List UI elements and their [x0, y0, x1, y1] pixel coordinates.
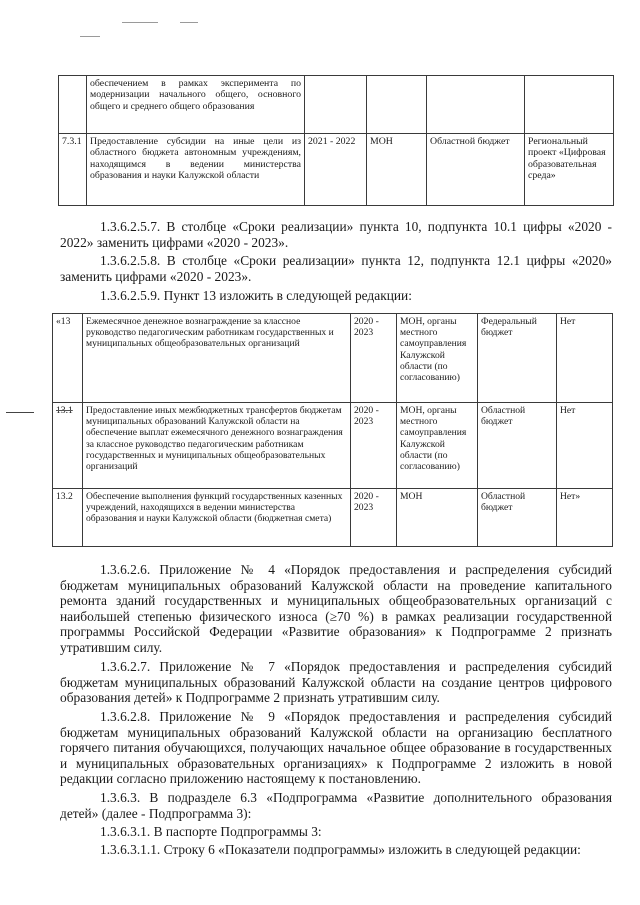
paragraph: 1.3.6.3.1. В паспорте Подпрограммы 3:	[100, 824, 322, 839]
cell-project: Нет	[557, 403, 613, 489]
scan-mark	[80, 36, 100, 37]
table-row	[59, 76, 614, 134]
cell-period: 2020 - 2023	[351, 314, 397, 403]
cell-executor: МОН	[367, 134, 427, 206]
table-row	[53, 314, 613, 403]
cell-period: 2021 - 2022	[305, 134, 367, 206]
table-top	[58, 75, 614, 206]
cell-source: Областной бюджет	[478, 489, 557, 547]
cell-text: Ежемесячное денежное вознаграждение за классное руководство педагогическим работникам государственных и муниципальных общеобразовательных организаций	[83, 314, 351, 403]
cell-period	[305, 76, 367, 134]
cell-num: 13.1	[53, 403, 83, 489]
scan-mark	[180, 22, 198, 23]
table-mid	[52, 313, 613, 547]
cell-num: «13	[53, 314, 83, 403]
paragraph: 1.3.6.2.7. Приложение № 7 «Порядок предоставления и распределения субсидий бюджетам муниципальных образований Калужской области на создание центров цифрового образования детей» к Подпрограмме 2 признать утратившим силу.	[60, 659, 612, 706]
cell-project: Региональный проект «Цифровая образовательная среда»	[525, 134, 614, 206]
cell-source	[427, 76, 525, 134]
paragraph: 1.3.6.2.6. Приложение № 4 «Порядок предоставления и распределения субсидий бюджетам муниципальных образований Калужской области на проведение капитального ремонта зданий государственных и муниципальных общеобразовательных организаций с наибольшей степенью физического износа (≥70 %) в рамках реализации государственной программы Российской Федерации «Развитие образования» к Подпрограмме 2 признать утратившим силу.	[60, 562, 612, 655]
paragraph: 1.3.6.2.8. Приложение № 9 «Порядок предоставления и распределения субсидий бюджетам муниципальных образований Калужской области на организацию бесплатного горячего питания обучающихся, получающих начальное общее образование в государственных и муниципальных образовательных организациях» к Подпрограмме 2 изложить в новой редакции согласно приложению настоящему к постановлению.	[60, 709, 612, 787]
cell-executor	[367, 76, 427, 134]
table-row	[53, 489, 613, 547]
cell-text: Обеспечение выполнения функций государственных казенных учреждений, находящихся в ведении министерства образования и науки Калужской области (бюджетная смета)	[83, 489, 351, 547]
cell-executor: МОН	[397, 489, 478, 547]
cell-source: Областной бюджет	[478, 403, 557, 489]
margin-mark	[6, 412, 34, 413]
paragraph: 1.3.6.2.5.8. В столбце «Сроки реализации» пункта 12, подпункта 12.1 цифры «2020» заменить цифрами «2020 - 2023».	[60, 253, 612, 284]
cell-executor: МОН, органы местного самоуправления Калужской области (по согласованию)	[397, 403, 478, 489]
cell-project: Нет»	[557, 489, 613, 547]
paragraph: 1.3.6.2.5.7. В столбце «Сроки реализации» пункта 10, подпункта 10.1 цифры «2020 - 2022» заменить цифрами «2020 - 2023».	[60, 219, 612, 250]
cell-num: 7.3.1	[59, 134, 87, 206]
cell-executor: МОН, органы местного самоуправления Калужской области (по согласованию)	[397, 314, 478, 403]
cell-num	[59, 76, 87, 134]
cell-period: 2020 - 2023	[351, 403, 397, 489]
paragraph: 1.3.6.3.1.1. Строку 6 «Показатели подпрограммы» изложить в следующей редакции:	[100, 842, 581, 857]
table-row	[59, 134, 614, 206]
cell-source: Областной бюджет	[427, 134, 525, 206]
cell-text: Предоставление иных межбюджетных трансфертов бюджетам муниципальных образований Калужской области на обеспечение выплат ежемесячного денежного вознаграждения за классное руководство педагогическим работникам государственных и муниципальных общеобразовательных организаций	[83, 403, 351, 489]
table-row	[53, 403, 613, 489]
cell-source: Федеральный бюджет	[478, 314, 557, 403]
cell-text: обеспечением в рамках эксперимента по модернизации начального общего, основного общего и среднего общего образования	[87, 76, 305, 134]
paragraph: 1.3.6.3. В подразделе 6.3 «Подпрограмма «Развитие дополнительного образования детей» (далее - Подпрограмма 3):	[60, 790, 612, 821]
cell-text: Предоставление субсидии на иные цели из областного бюджета автономным учреждениям, находящимся в ведении министерства образования и науки Калужской области	[87, 134, 305, 206]
cell-project: Нет	[557, 314, 613, 403]
paragraph: 1.3.6.2.5.9. Пункт 13 изложить в следующей редакции:	[100, 288, 412, 303]
scan-mark	[122, 22, 158, 23]
cell-period: 2020 - 2023	[351, 489, 397, 547]
cell-project	[525, 76, 614, 134]
cell-num: 13.2	[53, 489, 83, 547]
